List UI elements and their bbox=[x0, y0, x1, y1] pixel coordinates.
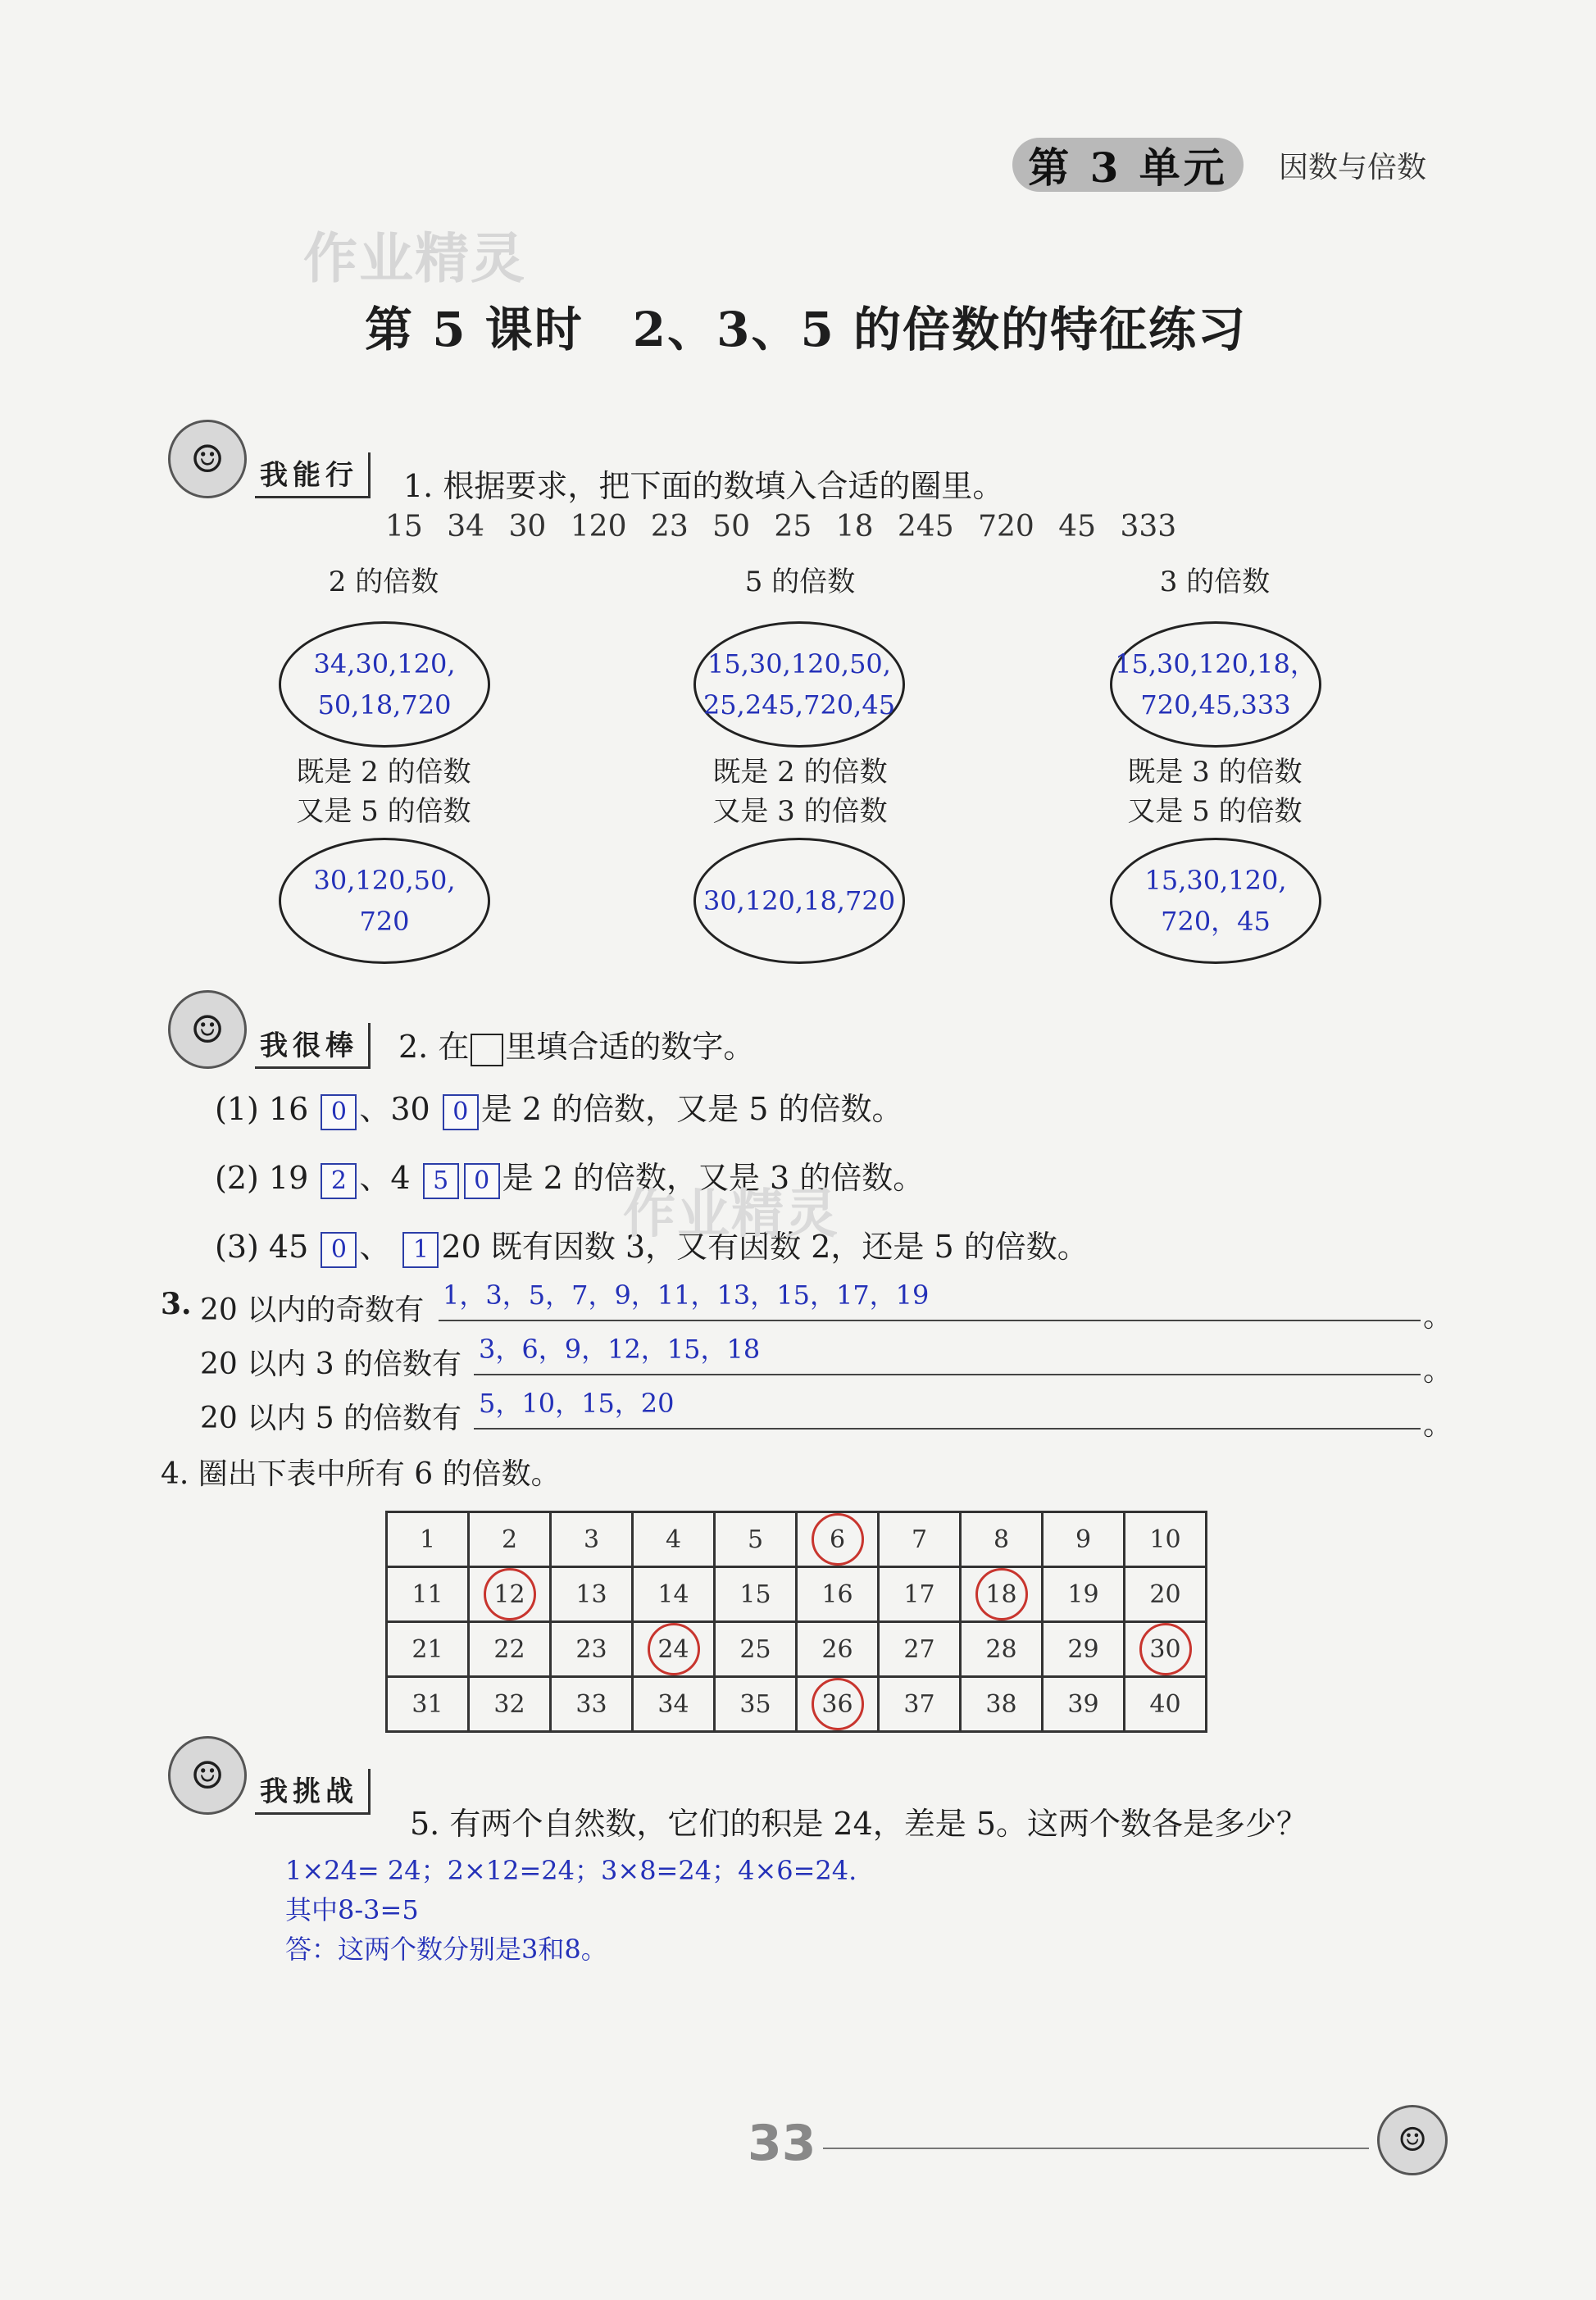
grid-cell-circled: 30 bbox=[1125, 1622, 1207, 1677]
grid-cell: 21 bbox=[387, 1622, 469, 1677]
grid-cell: 20 bbox=[1125, 1567, 1207, 1622]
grid-cell: 39 bbox=[1043, 1677, 1125, 1732]
badge-wo-hen-bang bbox=[168, 990, 371, 1069]
q3-row-3-text: 20 以内 5 的倍数有 bbox=[200, 1402, 462, 1435]
grid-cell: 34 bbox=[633, 1677, 715, 1732]
answer-ellipse: 30,120,18,720 bbox=[693, 838, 905, 964]
answer-box: 5 bbox=[423, 1163, 459, 1199]
q3-row-2-answer: 3，6，9，12，15，18 bbox=[479, 1334, 761, 1365]
answer-box: 0 bbox=[321, 1094, 357, 1130]
answer-box: 0 bbox=[321, 1232, 357, 1268]
badge-wo-neng-xing bbox=[168, 420, 371, 498]
answer-box: 0 bbox=[443, 1094, 479, 1130]
grid-cell: 25 bbox=[715, 1622, 797, 1677]
grid-cell: 28 bbox=[961, 1622, 1043, 1677]
mascot-icon: ☺ bbox=[168, 990, 247, 1069]
q5-answer-line-1: 1×24= 24；2×12=24；3×8=24；4×6=24. bbox=[285, 1855, 857, 1886]
group-label: 既是 3 的倍数 又是 5 的倍数 bbox=[1127, 756, 1303, 828]
q5-prompt: 5. 有两个自然数，它们的积是 24，差是 5。这两个数各是多少？ bbox=[410, 1806, 1308, 1842]
answer-ellipse: 15,30,120, 720，45 bbox=[1110, 838, 1321, 964]
q5-answer-line-2: 其中8-3=5 bbox=[285, 1894, 419, 1925]
q3-label: 3. bbox=[161, 1287, 192, 1321]
grid-cell-circled: 6 bbox=[797, 1512, 879, 1567]
page-number: 33 bbox=[748, 2115, 816, 2172]
answer-box: 2 bbox=[321, 1163, 357, 1199]
q3-row-3-answer: 5，10，15，20 bbox=[479, 1388, 675, 1419]
grid-cell: 22 bbox=[469, 1622, 551, 1677]
group-label: 3 的倍数 bbox=[1159, 566, 1271, 598]
q1-prompt: 1. 根据要求，把下面的数填入合适的圈里。 bbox=[403, 468, 1004, 504]
blank-box-icon bbox=[471, 1034, 503, 1066]
grid-cell-circled: 18 bbox=[961, 1567, 1043, 1622]
q4-prompt: 4. 圈出下表中所有 6 的倍数。 bbox=[161, 1457, 561, 1491]
grid-row bbox=[387, 1622, 1207, 1677]
number-grid bbox=[385, 1511, 1207, 1733]
grid-cell: 9 bbox=[1043, 1512, 1125, 1567]
q1-number-list: 15 34 30 120 23 50 25 18 245 720 45 333 bbox=[385, 510, 1177, 543]
watermark: 作业精灵 bbox=[303, 227, 526, 290]
grid-cell: 1 bbox=[387, 1512, 469, 1567]
badge-label: 我很棒 bbox=[255, 1023, 371, 1069]
mascot-icon: ☺ bbox=[1377, 2105, 1448, 2175]
q2-item-3: (3) 45 0 、 1 20 既有因数 3，又有因数 2，还是 5 的倍数。 bbox=[215, 1221, 1089, 1268]
badge-label: 我能行 bbox=[255, 452, 371, 498]
answer-ellipse: 15,30,120,18， 720,45,333 bbox=[1110, 621, 1321, 748]
grid-row bbox=[387, 1567, 1207, 1622]
grid-cell: 7 bbox=[879, 1512, 961, 1567]
mascot-icon: ☺ bbox=[168, 1736, 247, 1815]
grid-cell: 3 bbox=[551, 1512, 633, 1567]
answer-ellipse: 15,30,120,50, 25,245,720,45 bbox=[693, 621, 905, 748]
grid-cell: 38 bbox=[961, 1677, 1043, 1732]
group-label: 既是 2 的倍数 又是 3 的倍数 bbox=[712, 756, 888, 828]
group-label: 既是 2 的倍数 又是 5 的倍数 bbox=[296, 756, 471, 828]
grid-cell: 8 bbox=[961, 1512, 1043, 1567]
grid-cell: 29 bbox=[1043, 1622, 1125, 1677]
grid-cell: 23 bbox=[551, 1622, 633, 1677]
grid-cell: 4 bbox=[633, 1512, 715, 1567]
answer-ellipse: 30,120,50, 720 bbox=[279, 838, 490, 964]
answer-line bbox=[474, 1428, 1421, 1430]
grid-cell: 13 bbox=[551, 1567, 633, 1622]
q3-row-2-end: 。 bbox=[1423, 1354, 1453, 1388]
grid-cell: 33 bbox=[551, 1677, 633, 1732]
q3-row-1-text: 20 以内的奇数有 bbox=[200, 1293, 425, 1327]
grid-cell: 35 bbox=[715, 1677, 797, 1732]
q2-prompt: 2. 在 里填合适的数字。 bbox=[398, 1029, 755, 1065]
grid-cell: 5 bbox=[715, 1512, 797, 1567]
grid-cell-circled: 36 bbox=[797, 1677, 879, 1732]
answer-ellipse: 34,30,120, 50,18,720 bbox=[279, 621, 490, 748]
grid-cell-circled: 12 bbox=[469, 1567, 551, 1622]
grid-row bbox=[387, 1677, 1207, 1732]
badge-wo-tiao-zhan bbox=[168, 1736, 371, 1815]
grid-cell: 19 bbox=[1043, 1567, 1125, 1622]
grid-cell: 27 bbox=[879, 1622, 961, 1677]
q3-row-1-end: 。 bbox=[1423, 1300, 1453, 1334]
q5-answer-line-3: 答：这两个数分别是3和8。 bbox=[285, 1934, 607, 1965]
answer-box: 1 bbox=[402, 1232, 439, 1268]
grid-row bbox=[387, 1512, 1207, 1567]
grid-cell: 40 bbox=[1125, 1677, 1207, 1732]
grid-cell: 15 bbox=[715, 1567, 797, 1622]
grid-cell: 10 bbox=[1125, 1512, 1207, 1567]
grid-cell: 2 bbox=[469, 1512, 551, 1567]
watermark: 作业精灵 bbox=[623, 1184, 839, 1245]
answer-line bbox=[474, 1374, 1421, 1375]
grid-cell: 32 bbox=[469, 1677, 551, 1732]
group-label: 2 的倍数 bbox=[328, 566, 439, 598]
q3-row-2-text: 20 以内 3 的倍数有 bbox=[200, 1348, 462, 1381]
footer-rule bbox=[823, 2148, 1369, 2149]
unit-subtitle: 因数与倍数 bbox=[1279, 151, 1427, 184]
badge-label: 我挑战 bbox=[255, 1769, 371, 1815]
grid-cell: 14 bbox=[633, 1567, 715, 1622]
group-label: 5 的倍数 bbox=[744, 566, 856, 598]
lesson-title: 第 5 课时 2、3、5 的倍数的特征练习 bbox=[365, 302, 1248, 357]
grid-cell: 16 bbox=[797, 1567, 879, 1622]
unit-badge: 第 3 单元 bbox=[1012, 138, 1244, 192]
grid-cell: 26 bbox=[797, 1622, 879, 1677]
grid-cell: 37 bbox=[879, 1677, 961, 1732]
answer-line bbox=[439, 1320, 1421, 1321]
q3-row-1-answer: 1，3，5，7，9，11，13，15，17，19 bbox=[443, 1280, 930, 1311]
grid-cell: 11 bbox=[387, 1567, 469, 1622]
grid-cell: 17 bbox=[879, 1567, 961, 1622]
answer-box: 0 bbox=[464, 1163, 500, 1199]
q2-item-2: (2) 19 2 、4 5 0 是 2 的倍数，又是 3 的倍数。 bbox=[215, 1152, 924, 1199]
q2-item-1: (1) 16 0 、30 0 是 2 的倍数，又是 5 的倍数。 bbox=[215, 1084, 903, 1130]
q3-row-3-end: 。 bbox=[1423, 1408, 1453, 1442]
grid-cell-circled: 24 bbox=[633, 1622, 715, 1677]
mascot-icon: ☺ bbox=[168, 420, 247, 498]
grid-cell: 31 bbox=[387, 1677, 469, 1732]
